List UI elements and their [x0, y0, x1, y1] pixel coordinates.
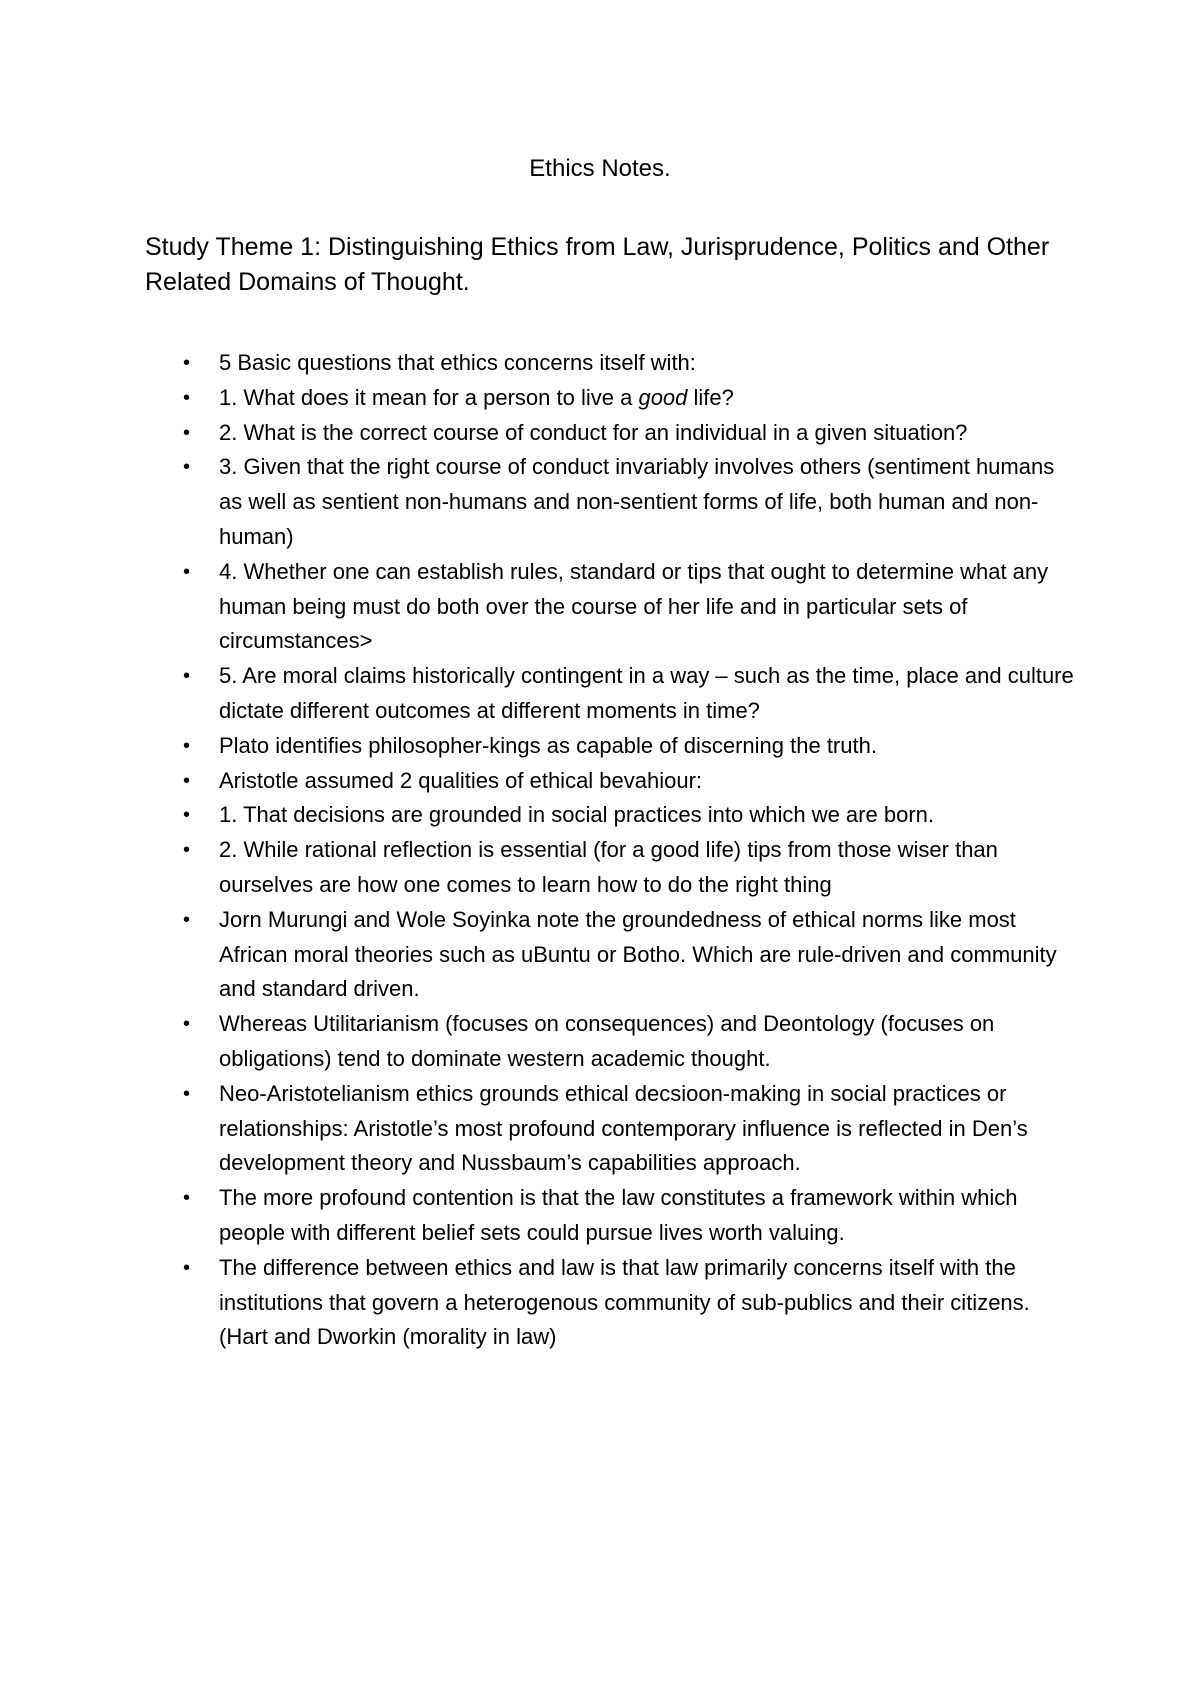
bullet-icon: •	[183, 839, 191, 862]
note-text: Whereas Utilitarianism (focuses on consequences) and Deontology (focuses on obligations) tend to dominate western academic thought.	[219, 1011, 995, 1071]
list-item	[145, 833, 1075, 903]
bullet-icon: •	[183, 386, 191, 409]
bullet-icon: •	[183, 456, 191, 479]
list-item	[145, 798, 1075, 833]
bullet-icon: •	[183, 908, 191, 931]
note-text: Neo-Aristotelianism ethics grounds ethical decsioon-making in social practices or relationships: Aristotle’s most profound contemporary influence is reflected in Den’s development theory and Nussbaum’s capabilities approach.	[219, 1080, 1028, 1176]
note-text: 5. Are moral claims historically contingent in a way – such as the time, place and culture dictate different outcomes at different moments in time?	[219, 663, 1074, 723]
note-text: 4. Whether one can establish rules, standard or tips that ought to determine what any human being must do both over the course of her life and in particular sets of circumstances>	[219, 558, 1049, 654]
bullet-icon: •	[183, 665, 191, 688]
note-text-after: life?	[687, 384, 734, 410]
list-item	[145, 1077, 1075, 1181]
list-item	[145, 1007, 1075, 1077]
list-item	[145, 381, 1075, 416]
list-item	[145, 729, 1075, 764]
list-item	[145, 346, 1075, 381]
bullet-icon: •	[183, 1082, 191, 1105]
bullet-icon: •	[183, 1013, 191, 1036]
list-item	[145, 416, 1075, 451]
note-text: 3. Given that the right course of conduct invariably involves others (sentiment humans as well as sentient non-humans and non-sentient forms of life, both human and non-human)	[219, 454, 1055, 549]
note-text: Plato identifies philosopher-kings as capable of discerning the truth.	[219, 732, 877, 758]
note-text: 2. While rational reflection is essential (for a good life) tips from those wiser than ourselves are how one comes to learn how to do the right thing	[219, 837, 998, 897]
note-text	[219, 385, 734, 410]
note-text: 1. That decisions are grounded in social practices into which we are born.	[219, 802, 934, 828]
bullet-icon: •	[183, 352, 191, 374]
list-item	[145, 764, 1075, 799]
bullet-icon: •	[183, 560, 191, 583]
note-text: The more profound contention is that the law constitutes a framework within which people with different belief sets could pursue lives worth valuing.	[219, 1185, 1018, 1245]
notes-list	[145, 346, 1075, 1355]
page-title: Ethics Notes.	[529, 155, 671, 182]
list-item	[145, 1251, 1075, 1355]
list-item	[145, 1181, 1075, 1251]
note-text: 2. What is the correct course of conduct for an individual in a given situation?	[219, 419, 968, 445]
study-theme-heading: Study Theme 1: Distinguishing Ethics from Law, Jurisprudence, Politics and Other Related Domains of Thought.	[145, 233, 1050, 296]
bullet-icon: •	[183, 1187, 191, 1210]
bullet-icon: •	[183, 734, 191, 757]
bullet-icon: •	[183, 769, 191, 792]
list-item	[145, 903, 1075, 1007]
list-item	[145, 555, 1075, 659]
bullet-icon: •	[183, 421, 191, 444]
list-item	[145, 450, 1075, 554]
note-text: The difference between ethics and law is that law primarily concerns itself with the institutions that govern a heterogenous community of sub-publics and their citizens. (Hart and Dworkin (morality in law)	[219, 1254, 1030, 1350]
emphasis-text: good	[638, 384, 688, 410]
note-text: Aristotle assumed 2 qualities of ethical bevahiour:	[219, 767, 703, 793]
bullet-icon: •	[183, 804, 191, 827]
list-item	[145, 659, 1075, 729]
note-text: Jorn Murungi and Wole Soyinka note the groundedness of ethical norms like most African moral theories such as uBuntu or Botho. Which are rule-driven and community and standard driven.	[219, 906, 1057, 1002]
note-text-before: 1. What does it mean for a person to live a	[219, 384, 639, 410]
bullet-icon: •	[183, 1256, 191, 1279]
note-text: 5 Basic questions that ethics concerns itself with:	[219, 350, 696, 375]
